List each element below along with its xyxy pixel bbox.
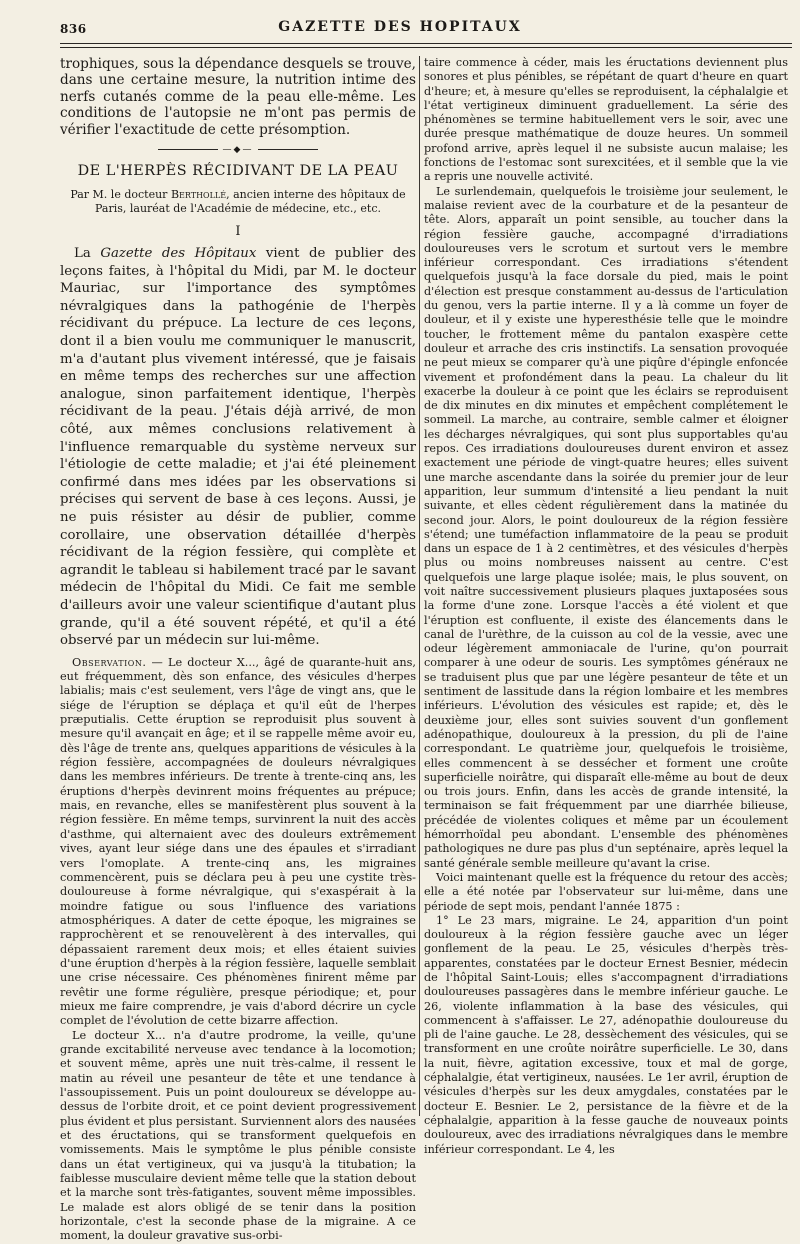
section-numeral: I — [235, 224, 241, 240]
column-divider — [419, 56, 420, 1116]
intro-paragraph: trophiques, sous la dépendance desquels se trouve, dans une certaine mesure, la nutrition intime des nerfs cutanés comme de la peau elle-même. Les conditions de l'autopsie ne m'ont pas permis de vérifier l'exactitude de cette présomption. — [60, 56, 416, 138]
header-rule-bottom — [60, 47, 792, 48]
right-paragraph-4: 1° Le 23 mars, migraine. Le 24, apparition d'un point douloureux à la région fessière gauche avec un léger gonflement de la peau. Le 25, vésicules d'herpès très-apparentes, constatées par le docteur Ernest Besnier, médecin de l'hôpital Saint-Louis; elles s'accompagnent d'irradiations douloureuses passagères dans le membre inférieur gauche. Le 26, violente inflammation à la base des vésicules, qui commencent à s'affaisser. Le 27, adénopathie douloureuse du pli de l'aine gauche. Le 28, dessèchement des vésicules, qui se transforment en une croûte noirâtre superficielle. Le 30, dans la nuit, fièvre, agitation excessive, toux et mal de gorge, céphalalgie, état vertigineux, nausées. Le 1er avril, éruption de vésicules d'herpès sur les deux amygdales, constatées par le docteur E. Besnier. Le 2, persistance de la fièvre et de la céphalalgie, apparition à la fesse gauche de nouveaux points douloureux, avec des irradiations névralgiques dans le membre inférieur correspondant. Le 4, les — [424, 913, 788, 1156]
p1-rest: vient de publier des leçons faites, à l'hôpital du Midi, par M. le docteur Mauriac, sur l'importance des symptômes névralgiques dans la pathogénie de l'herpès récidivant du prépuce. La lecture de ces leçons, dont il a bien voulu me communiquer le manuscrit, m'a d'autant plus vivement intéressé, que je faisais en même temps des recherches sur une affection analogue, sinon parfaitement identique, l'herpès récidivant de la peau. J'étais déjà arrivé, de mon côté, aux mêmes conclusions relativement à l'influence remarquable du système nerveux sur l'étiologie de cette maladie; et j'ai été pleinement confirmé dans mes idées par les observations si précises qui servent de base à ces leçons. Aussi, je ne puis résister au désir de publier, comme corollaire, une observation détaillée d'herpès récidivant de la région fessière, qui complète et agrandit le tableau si habilement tracé par le savant médecin de l'hôpital du Midi. Ce fait me semble d'ailleurs avoir une valeur scientifique d'autant plus grande, qu'il a été souvent répété, et qu'il a été observé par un médecin sur lui-même. — [60, 246, 417, 649]
observation-text-1: — Le docteur X..., âgé de quarante-huit ans, eut fréquemment, dès son enfance, des vésicules d'herpes labialis; mais c'est seulement, vers l'âge de vingt ans, que le siége de l'éruption se déplaça et qu'il eût de l'herpes præputialis. Cette éruption se reproduisit plus souvent à mesure qu'il avançait en âge; et il se rappelle même avoir eu, dès l'âge de trente ans, quelques apparitions de vésicules à la région fessière, accompagnées de douleurs névralgiques dans les membres inférieurs. De trente à trente-cinq ans, les éruptions d'herpès devinrent moins fréquentes au prépuce; mais, en revanche, elles se manifestèrent plus souvent à la région fessière. En même temps, survinrent la nuit des accès d'asthme, qui alternaient avec des douleurs extrêmement vives, ayant leur siége dans une des épaules et s'irradiant vers l'omoplate. A trente-cinq ans, les migraines commencèrent, puis se déclara peu à peu une cystite très-douloureuse à forme névralgique, qui s'exaspérait à la moindre fatigue ou sous l'influence des variations atmosphériques. A dater de cette époque, les migraines se rapprochèrent et se renouvelèrent à des intervalles, qui dépassaient rarement deux mois; et elles étaient suivies d'une éruption d'herpès à la région fessière, laquelle semblait une crise nécessaire. Ces phénomènes finirent même par revêtir une forme régulière, presque périodique; et, pour mieux me faire comprendre, je vais d'abord décrire un cycle complet de l'évolution de cette bizarre affection. — [60, 655, 416, 1028]
byline-rest: , ancien interne des hôpitaux de Paris, lauréat de l'Académie de médecine, etc., etc. — [94, 188, 406, 216]
observation-paragraph-2: Le docteur X... n'a d'autre prodrome, la veille, qu'une grande excitabilité nerveuse avec tendance à la locomotion; et souvent même, après une nuit très-calme, il ressent le matin au réveil une pesanteur de tête et une tendance à l'assoupissement. Puis un point douloureux se développe au-dessus de l'orbite droit, et ce point devient progressivement plus évident et plus persistant. Surviennent alors des nausées et des éructations, qui se transforment quelquefois en vomissements. Mais le symptôme le plus pénible consiste dans un état vertigineux, qui va jusqu'à la titubation; la faiblesse musculaire devient même telle que la station debout et la marche sont très-fatigantes, souvent même impossibles. Le malade est alors obligé de se tenir dans la position horizontale, c'est la seconde phase de la migraine. A ce moment, la douleur gravative sus-orbi- — [60, 1028, 416, 1243]
page-number: 836 — [60, 22, 87, 36]
header-rule-top — [60, 43, 792, 44]
observation-paragraph-1 — [60, 656, 416, 1029]
ornament-divider — [60, 145, 416, 155]
right-paragraph-1: taire commence à céder, mais les éructations deviennent plus sonores et plus pénibles, se répétant de quart d'heure en quart d'heure; et, à mesure qu'elles se reproduisent, la céphalalgie et l'état vertigineux diminuent graduellement. La série des phénomènes se termine habituellement vers le soir, avec une durée presque mathématique de douze heures. Un sommeil profond arrive, après lequel il ne subsiste aucun malaise; les fonctions de l'estomac sont surexcitées, et il semble que la vie a repris une nouvelle activité. — [424, 56, 788, 184]
journal-title-italic: Gazette des Hôpitaux — [100, 246, 257, 262]
p1-prefix: La — [74, 246, 101, 262]
article-title: DE L'HERPÈS RÉCIDIVANT DE LA PEAU — [77, 163, 399, 180]
paragraph-intro-leçons — [60, 245, 416, 650]
byline — [60, 188, 416, 216]
right-paragraph-2: Le surlendemain, quelquefois le troisième jour seulement, le malaise revient avec de la courbature et de la pesanteur de tête. Alors, apparaît un point sensible, au toucher dans la région fessière gauche, accompagné d'irradiations douloureuses vers le scrotum et surtout vers le membre inférieur correspondant. Ces irradiations s'étendent quelquefois jusqu'à la face dorsale du pied, mais le point d'élection est presque constamment au-dessus de l'articulation du genou, vers la partie interne. Il y a là comme un foyer de douleur, et il y existe une hyperesthésie telle que le moindre toucher, le frottement même du pantalon exaspère cette douleur et arrache des cris instinctifs. La sensation provoquée ne peut mieux se comparer qu'à une piqûre d'épingle enfoncée vivement et profondément dans la peau. La chaleur du lit exacerbe la douleur à ce point que les éclairs se reproduisent de dix minutes en dix minutes et empêchent complétement le sommeil. La marche, au contraire, semble calmer et éloigner les décharges névralgiques, qui sont plus supportables qu'au repos. Ces irradiations douloureuses durent environ et assez exactement une période de vingt-quatre heures; elles suivent une marche ascendante dans la soirée du premier jour de leur apparition, leur summum d'intensité a lieu pendant la nuit suivante, et elles cèdent régulièrement dans la matinée du second jour. Alors, le point douloureux de la région fessière s'étend; une tuméfaction inflammatoire de la peau se produit dans un espace de 1 à 2 centimètres, et des vésicules d'herpès plus ou moins nombreuses naissent au centre. C'est quelquefois une large plaque isolée; mais, le plus souvent, on voit naître successivement plusieurs plaques juxtaposées sous la forme d'une zone. Lorsque l'accès a été violent et que l'éruption est confluente, il existe des élancements dans le canal de l'urèthre, de la cuisson au col de la vessie, avec une odeur légèrement ammoniacale de l'urine, qu'on pourrait comparer à une odeur de souris. Les symptômes généraux ne se traduisent plus que par une légère pesanteur de tête et un sentiment de lassitude dans la région lombaire et les membres inférieurs. L'évolution des vésicules est rapide; et, dès le deuxième jour, elles sont suivies souvent d'un gonflement adénopathique, douloureux à la pression, du pli de l'aine correspondant. Le quatrième jour, quelquefois le troisième, elles commencent à se dessécher et forment une croûte superficielle noirâtre, qui disparaît elle-même au bout de deux ou trois jours. Enfin, dans les accès de grande intensité, la terminaison se fait fréquemment par une diarrhée bilieuse, précédée de violentes coliques et même par un écoulement hémorrhoïdal peu abondant. L'ensemble des phénomènes pathologiques ne dure pas plus d'un septénaire, après lequel la santé générale semble meilleure qu'avant la crise. — [424, 184, 788, 870]
running-head: GAZETTE DES HOPITAUX — [278, 19, 522, 35]
byline-author: Berthollé — [170, 188, 227, 202]
ornament-glyph: —◆— — [222, 145, 254, 156]
left-column — [60, 56, 417, 1243]
byline-prefix: Par M. le docteur — [70, 188, 171, 202]
right-paragraph-3: Voici maintenant quelle est la fréquence du retour des accès; elle a été notée par l'observateur sur lui-même, dans une période de sept mois, pendant l'année 1875 : — [424, 870, 788, 913]
right-column — [424, 56, 788, 1156]
observation-label: Observation. — [72, 655, 147, 669]
